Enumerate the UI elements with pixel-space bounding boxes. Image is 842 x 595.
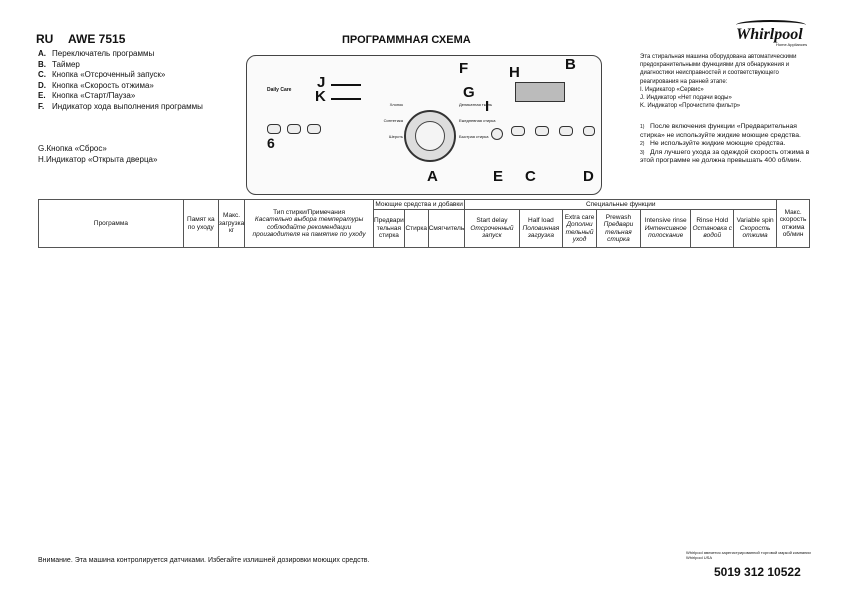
- footnote: 2) Не используйте жидкие моющие средства.: [640, 140, 786, 148]
- col-det-wash: Стирка: [404, 210, 428, 248]
- sixth-sense-icon: 6: [267, 135, 275, 151]
- timer-display: [515, 82, 565, 102]
- pointer-arrow-icon: [331, 84, 361, 86]
- knob-label: Синтетика: [383, 118, 403, 123]
- legend-item: A. Переключатель программы: [38, 49, 155, 58]
- label-f: F: [459, 60, 469, 77]
- page-title: ПРОГРАММНАЯ СХЕМА: [342, 34, 471, 46]
- detergent-warning: Внимание. Эта машина контролируется датчиками. Избегайте излишней дозировки моющих средств.: [38, 557, 370, 564]
- safety-item: J. Индикатор «Нет подачи воды»: [640, 95, 732, 102]
- footnote: 1) После включения функции «Предварительная стирка» не используйте жидкие моющие средства.: [640, 123, 801, 139]
- safety-note: [640, 53, 810, 110]
- brand-badge: Daily Care: [267, 87, 292, 93]
- footnotes: [640, 123, 818, 166]
- col-load: Макс. загрузка кг: [218, 200, 244, 248]
- col-variable-spin: Variable spin Скорость отжима: [734, 210, 777, 248]
- col-rinse-hold: Rinse Hold Остановка с водой: [691, 210, 734, 248]
- legend-item: H.Индикатор «Открыта дверца»: [38, 154, 158, 164]
- label-d: D: [583, 168, 594, 185]
- col-intensive-rinse: Intensive rinse Интенсивное полоскание: [640, 210, 691, 248]
- label-h: H: [509, 64, 520, 81]
- col-program: Программа: [39, 200, 184, 248]
- knob-label: Быстрая стирка: [459, 134, 489, 139]
- label-j: J: [317, 74, 326, 91]
- col-detergent: Моющие средства и добавки: [375, 200, 463, 208]
- legend-item: E. Кнопка «Старт/Пауза»: [38, 91, 136, 100]
- col-det-prewash: Предвари тельная стирка: [373, 210, 404, 248]
- pointer-arrow-icon: [331, 98, 361, 100]
- knob-label: Ежедневная стирка: [459, 118, 496, 123]
- col-det-softener: Смягчитель: [428, 210, 465, 248]
- legend-item: D. Кнопка «Скорость отжима»: [38, 80, 154, 90]
- panel-button: [535, 126, 549, 136]
- col-maxspin: Макс. скорость отжима об/мин: [777, 200, 810, 248]
- safety-item: K. Индикатор «Прочистите фильтр»: [640, 103, 741, 110]
- brand-name: Whirlpool: [736, 26, 803, 43]
- label-b: B: [565, 56, 576, 73]
- control-legend: [38, 49, 203, 112]
- label-k: K: [315, 88, 326, 105]
- label-a: A: [427, 168, 438, 185]
- panel-button: [267, 124, 281, 134]
- safety-intro: Эта стиральная машина оборудована автоматическими предохранительными функциями для обнаружения и диагностики неисправностей и соответствующего реагирования на ранней этапе:: [640, 54, 797, 85]
- brand-logo: [732, 20, 816, 48]
- panel-button: [583, 126, 595, 136]
- legend-item: G.Кнопка «Сброс»: [38, 144, 107, 153]
- col-half-load: Half load Половинная загрузка: [519, 210, 563, 248]
- control-panel-diagram: [246, 55, 602, 195]
- safety-item: I. Индикатор «Сервис»: [640, 86, 704, 93]
- label-g: G: [463, 84, 475, 101]
- col-start-delay: Start delay Отсроченный запуск: [465, 210, 519, 248]
- panel-button: [559, 126, 573, 136]
- trademark-note: Whirlpool является зарегистрированной торговой маркой компании Whirlpool USA: [686, 550, 811, 560]
- document-code: 5019 312 10522: [714, 565, 801, 579]
- panel-button: [287, 124, 301, 134]
- brand-tagline: Home Appliances: [776, 42, 808, 47]
- language-code: RU: [36, 32, 54, 46]
- label-c: C: [525, 168, 536, 185]
- panel-button: [511, 126, 525, 136]
- col-desc: Тип стирки/Примечания Касательно выбора температуры соблюдайте рекомендации производителя на памятке по уходу: [245, 200, 374, 248]
- col-prewash: Prewash Предвари тельная стирка: [596, 210, 640, 248]
- label-i: I: [485, 98, 490, 115]
- col-extra-care: Extra care Дополни тельный уход: [563, 210, 597, 248]
- col-special: Специальные функции: [465, 200, 777, 210]
- label-e: E: [493, 168, 504, 185]
- program-selector-knob: [404, 110, 456, 162]
- program-table: [38, 199, 810, 248]
- legend-item: C. Кнопка «Отсроченный запуск»: [38, 70, 166, 79]
- knob-label: Деликатная ткань: [459, 102, 493, 107]
- legend-item: F. Индикатор хода выполнения программы: [38, 101, 203, 111]
- col-care: Памят ка по уходу: [183, 200, 218, 248]
- panel-button: [307, 124, 321, 134]
- control-legend-2: [38, 144, 157, 165]
- start-pause-button: [491, 128, 503, 140]
- knob-label: Шерсть: [388, 134, 403, 139]
- knob-label: Хлопок: [389, 102, 403, 107]
- footnote: 3) Для лучшего ухода за одеждой скорость отжима в этой программе не должна превышать 400 об/мин.: [640, 148, 810, 165]
- legend-item: B. Таймер: [38, 59, 80, 69]
- model-number: AWE 7515: [68, 32, 126, 46]
